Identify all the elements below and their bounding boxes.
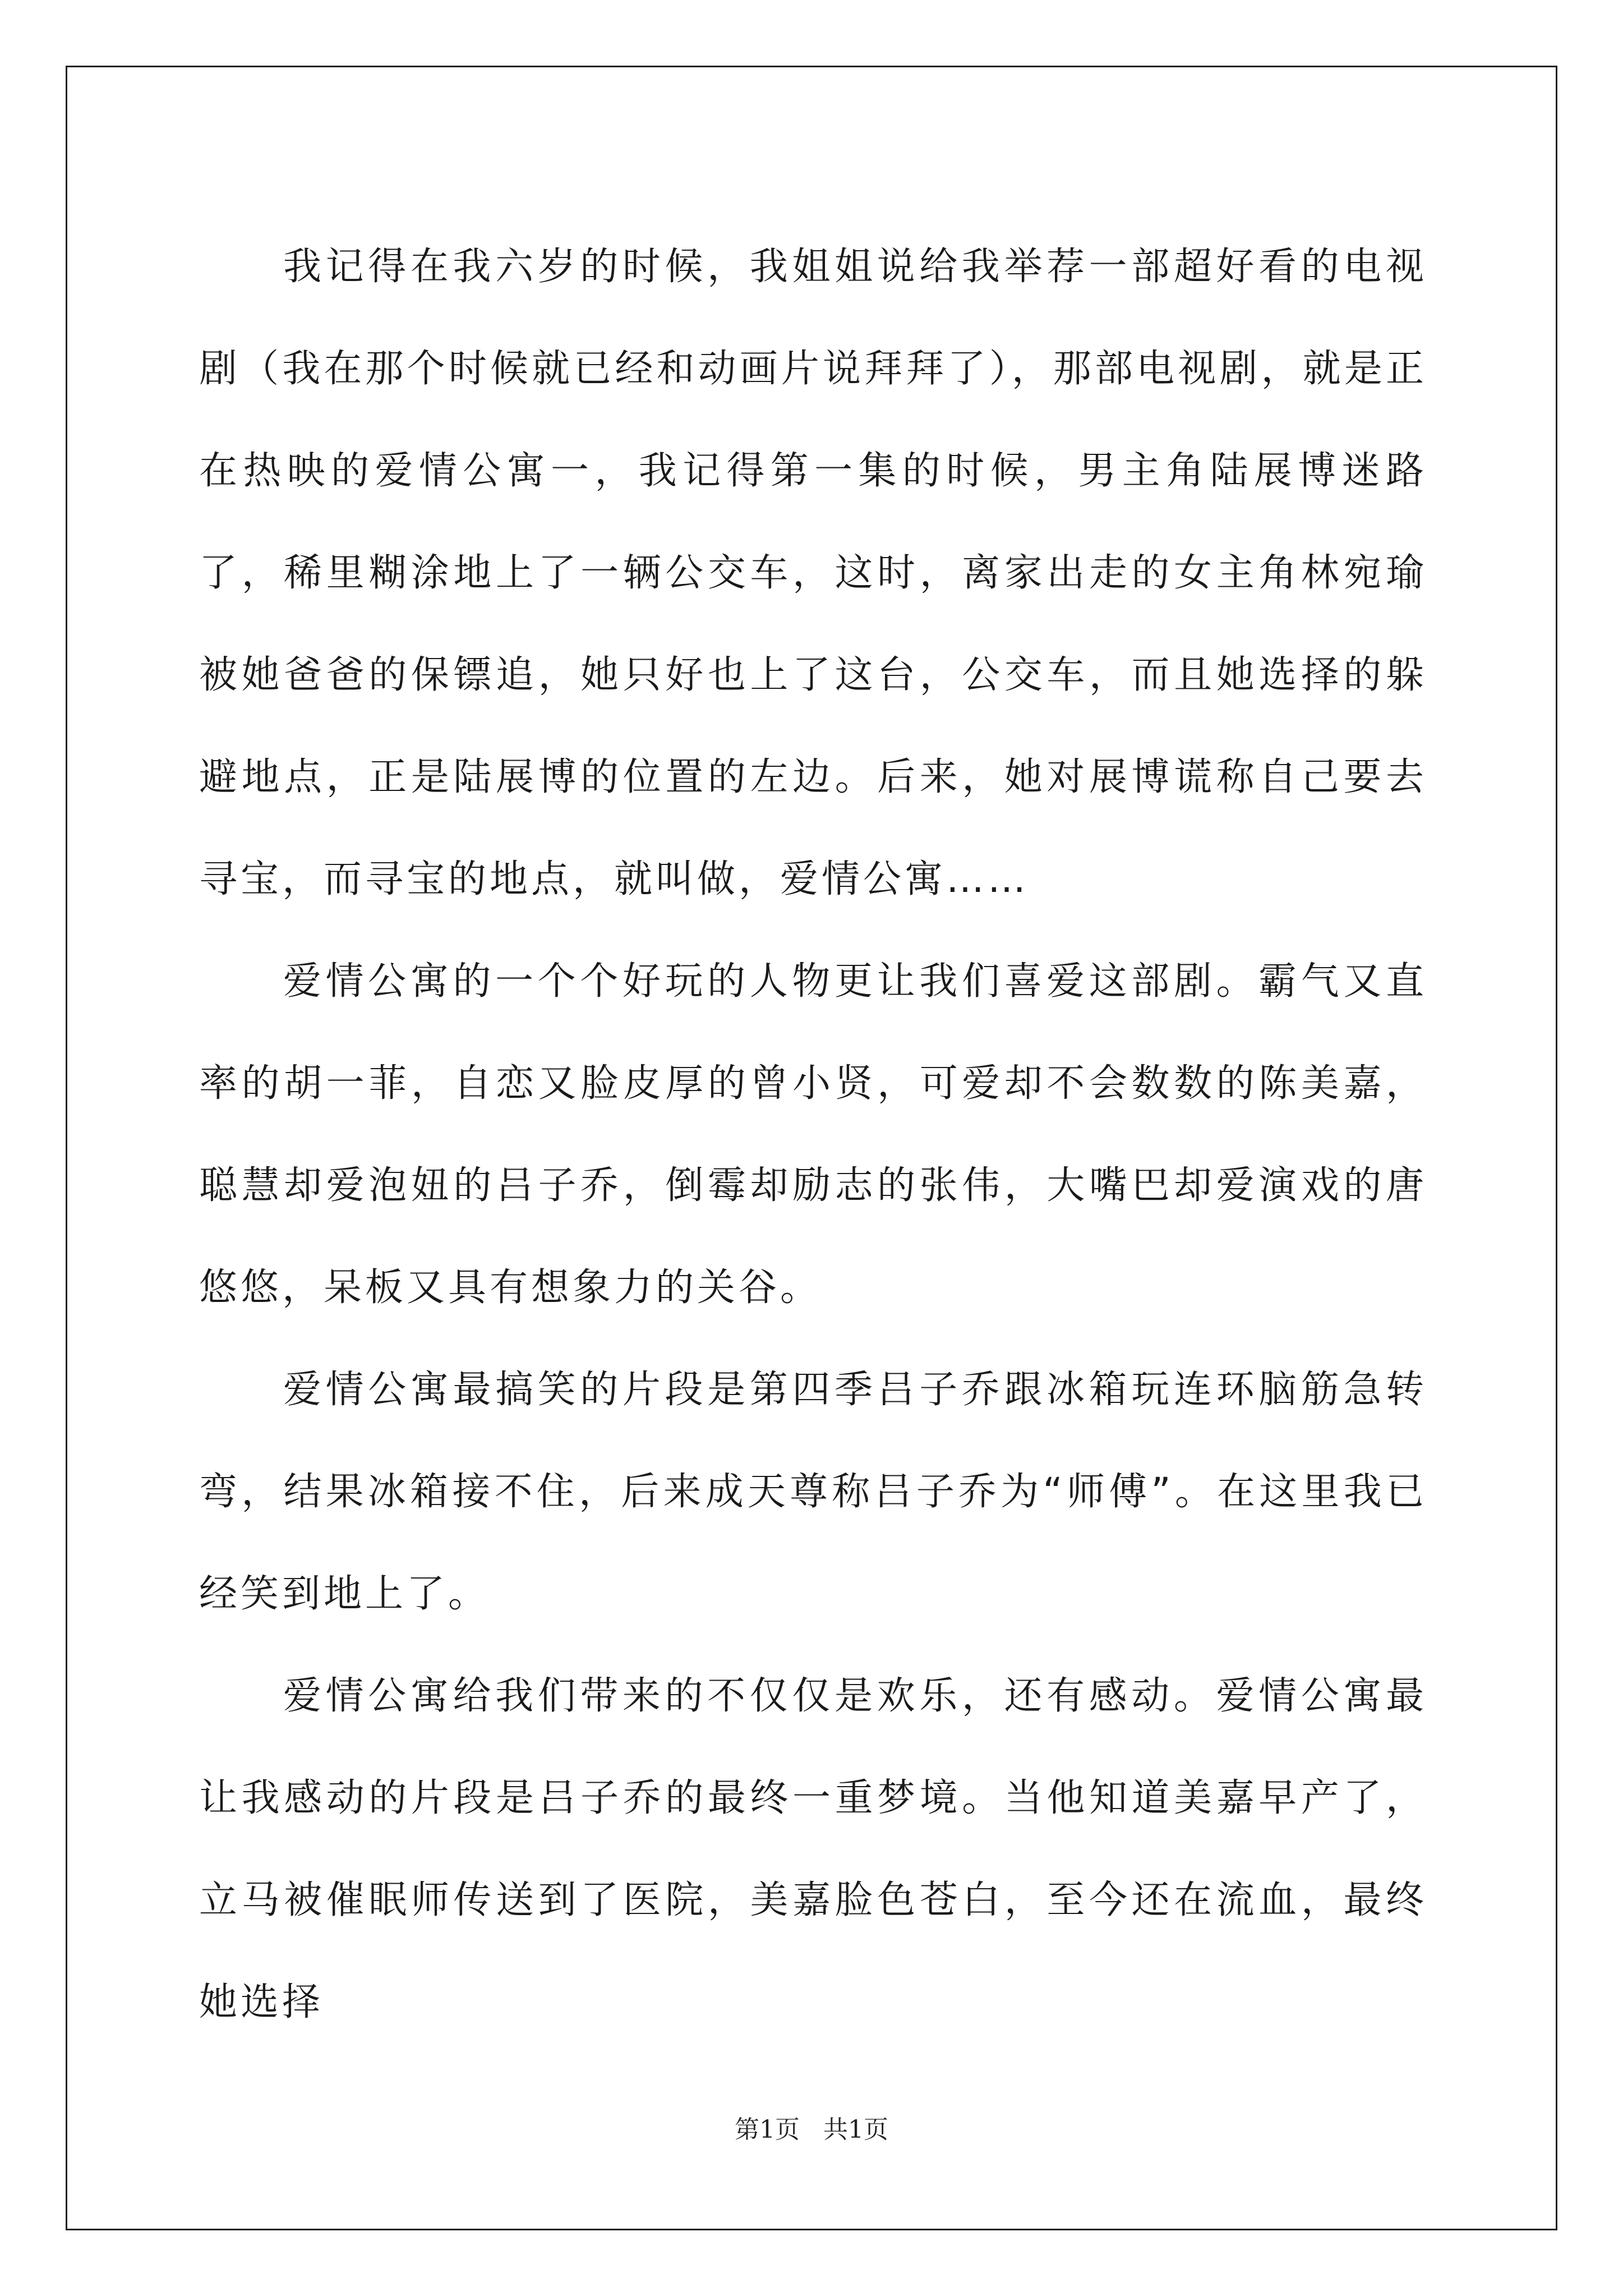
paragraph-1: 我记得在我六岁的时候，我姐姐说给我举荐一部超好看的电视剧（我在那个时候就已经和动画片说拜拜了），那部电视剧，就是正在热映的爱情公寓一，我记得第一集的时候，男主角陆展博迷路了，稀里糊涂地上了一辆公交车，这时，离家出走的女主角林宛瑜被她爸爸的保镖追，她只好也上了这台，公交车，而且她选择的躲避地点，正是陆展博的位置的左边。后来，她对展博谎称自己要去寻宝，而寻宝的地点，就叫做，爱情公寓……	[199, 245, 1427, 901]
page-number: 第1页	[735, 2115, 800, 2144]
page-footer	[0, 2109, 1623, 2145]
paragraph-2: 爱情公寓的一个个好玩的人物更让我们喜爱这部剧。霸气又直率的胡一菲，自恋又脸皮厚的曾小贤，可爱却不会数数的陈美嘉，聪慧却爱泡妞的吕子乔，倒霉却励志的张伟，大嘴巴却爱演戏的唐悠悠，呆板又具有想象力的关谷。	[199, 959, 1427, 1310]
paragraph-3: 爱情公寓最搞笑的片段是第四季吕子乔跟冰箱玩连环脑筋急转弯，结果冰箱接不住，后来成天尊称吕子乔为“师傅”。在这里我已经笑到地上了。	[199, 1368, 1427, 1616]
document-body	[199, 216, 1427, 2054]
page-total: 共1页	[823, 2115, 888, 2144]
paragraph-4: 爱情公寓给我们带来的不仅仅是欢乐，还有感动。爱情公寓最让我感动的片段是吕子乔的最终一重梦境。当他知道美嘉早产了，立马被催眠师传送到了医院，美嘉脸色苍白，至今还在流血，最终她选择	[199, 1674, 1427, 2024]
